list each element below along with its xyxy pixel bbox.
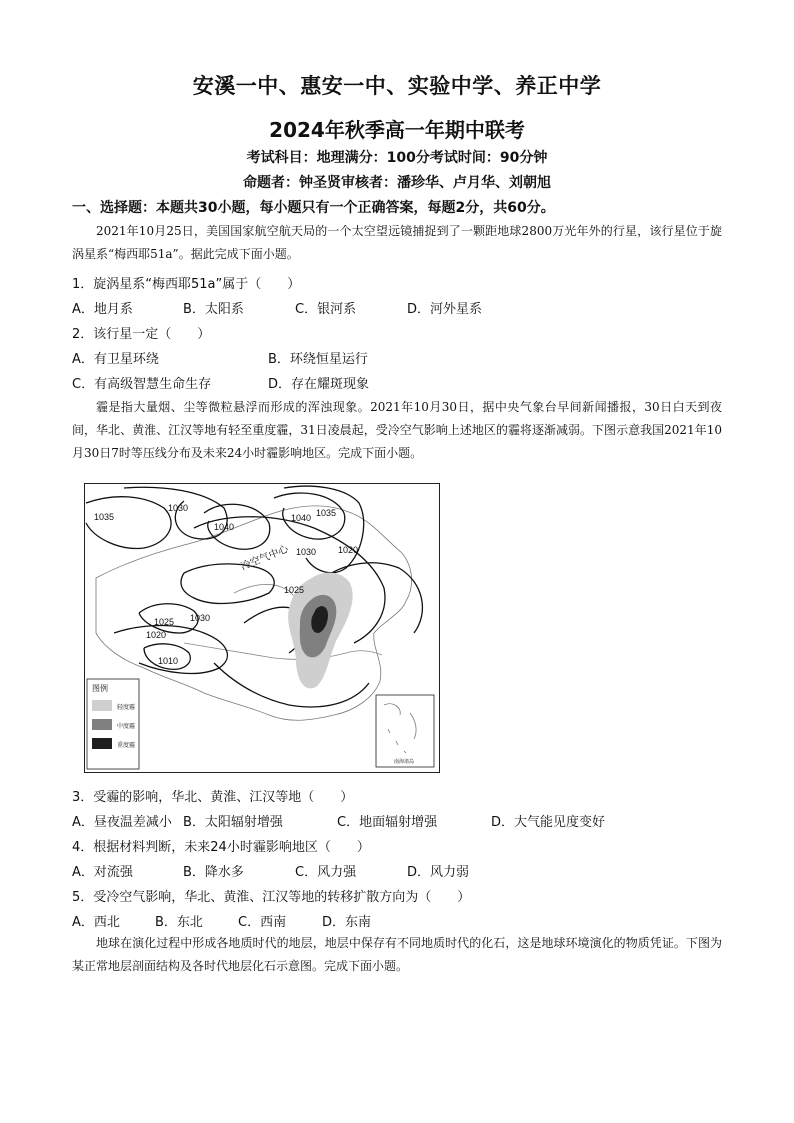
isobar-label: 1035 <box>94 512 115 522</box>
cold-air-center-label: 冷空气中心 <box>239 543 291 573</box>
question-1-option-a: A．地月系 <box>72 302 133 317</box>
legend-label-light: 轻度霾 <box>117 704 136 711</box>
isobar-label: 1020 <box>338 545 359 555</box>
question-5-stem: 5．受冷空气影响，华北、黄淮、江汉等地的转移扩散方向为（ ） <box>72 890 471 905</box>
question-2-option-a: A．有卫星环绕 <box>72 352 159 367</box>
question-1-option-c: C．银河系 <box>295 302 357 317</box>
south-china-sea-inset <box>376 695 434 767</box>
passage-3: 地球在演化过程中形成各地质时代的地层，地层中保存有不同地质时代的化石，这是地球环境演化的物质凭证。下图为某正常地层剖面结构及各时代地层化石示意图。完成下面小题。 <box>72 936 722 973</box>
isobar-label: 1010 <box>158 656 179 666</box>
question-5-option-c: C．西南 <box>238 915 287 930</box>
isobar-label: 1030 <box>296 547 317 557</box>
isobar-haze-map <box>84 483 440 773</box>
question-2-option-b: B．环绕恒星运行 <box>268 352 368 367</box>
inset-label: 南海诸岛 <box>394 759 415 765</box>
question-1-option-b: B．太阳系 <box>183 302 244 317</box>
question-5-option-a: A．西北 <box>72 915 120 930</box>
question-5-option-b: B．东北 <box>155 915 203 930</box>
isobar-label: 1040 <box>214 522 235 532</box>
question-3-option-c: C．地面辐射增强 <box>337 815 438 830</box>
isobar-label: 1025 <box>154 617 175 627</box>
isobar-label: 1025 <box>284 585 305 595</box>
section-heading: 一、选择题：本题共30小题，每小题只有一个正确答案，每题2分，共60分。 <box>72 200 555 216</box>
schools-title: 安溪一中、惠安一中、实验中学、养正中学 <box>192 74 602 98</box>
question-4-option-d: D．风力弱 <box>407 865 470 880</box>
legend-label-heavy: 重度霾 <box>117 742 136 749</box>
question-2-option-c: C．有高级智慧生命生存 <box>72 377 212 392</box>
legend-swatch-moderate <box>92 719 112 730</box>
question-4-stem: 4．根据材料判断，未来24小时霾影响地区（ ） <box>72 840 370 855</box>
exam-info: 考试科目：地理满分：100分考试时间：90分钟 <box>246 150 548 166</box>
question-3-option-a: A．昼夜温差减小 <box>72 815 172 830</box>
question-2-stem: 2．该行星一定（ ） <box>72 327 211 342</box>
legend-title: 图例 <box>92 684 108 693</box>
passage-2: 霾是指大量烟、尘等微粒悬浮而形成的浑浊现象。2021年10月30日，据中央气象台早间新闻播报，30日白天到夜间，华北、黄淮、江汉等地有轻至重度霾，31日凌晨起，受冷空气影响上述地区的霾将逐渐减弱。下图示意我国2021年10月30日7时等压线分布及未来24小时霾影响地区。完成下面小题。 <box>72 400 722 460</box>
legend-swatch-heavy <box>92 738 112 749</box>
question-2-option-d: D．存在耀斑现象 <box>268 377 370 392</box>
question-1-stem: 1．旋涡星系“梅西耶51a”属于（ ） <box>72 277 301 292</box>
question-3-option-b: B．太阳辐射增强 <box>183 815 283 830</box>
isobar-label: 1035 <box>316 508 337 518</box>
question-4-option-a: A．对流强 <box>72 865 133 880</box>
isobar-label: 1030 <box>190 613 211 623</box>
isobar-label: 1040 <box>291 513 312 523</box>
exam-authors: 命题者：钟圣贤审核者：潘珍华、卢月华、刘朝旭 <box>243 175 551 191</box>
question-1-option-d: D．河外星系 <box>407 302 483 317</box>
exam-title: 2024年秋季高一年期中联考 <box>269 118 525 142</box>
map-legend <box>87 679 139 769</box>
question-3-option-d: D．大气能见度变好 <box>491 815 606 830</box>
passage-1: 2021年10月25日，美国国家航空航天局的一个太空望远镜捕捉到了一颗距地球2800万光年外的行星，该行星位于旋涡星系“梅西耶51a”。据此完成下面小题。 <box>72 224 722 261</box>
question-4-option-c: C．风力强 <box>295 865 357 880</box>
legend-swatch-light <box>92 700 112 711</box>
legend-label-moderate: 中度霾 <box>117 723 136 730</box>
question-4-option-b: B．降水多 <box>183 865 244 880</box>
isobar-label: 1020 <box>146 630 167 640</box>
isobar-label: 1030 <box>168 503 189 513</box>
question-5-option-d: D．东南 <box>322 915 372 930</box>
question-3-stem: 3．受霾的影响，华北、黄淮、江汉等地（ ） <box>72 790 354 805</box>
